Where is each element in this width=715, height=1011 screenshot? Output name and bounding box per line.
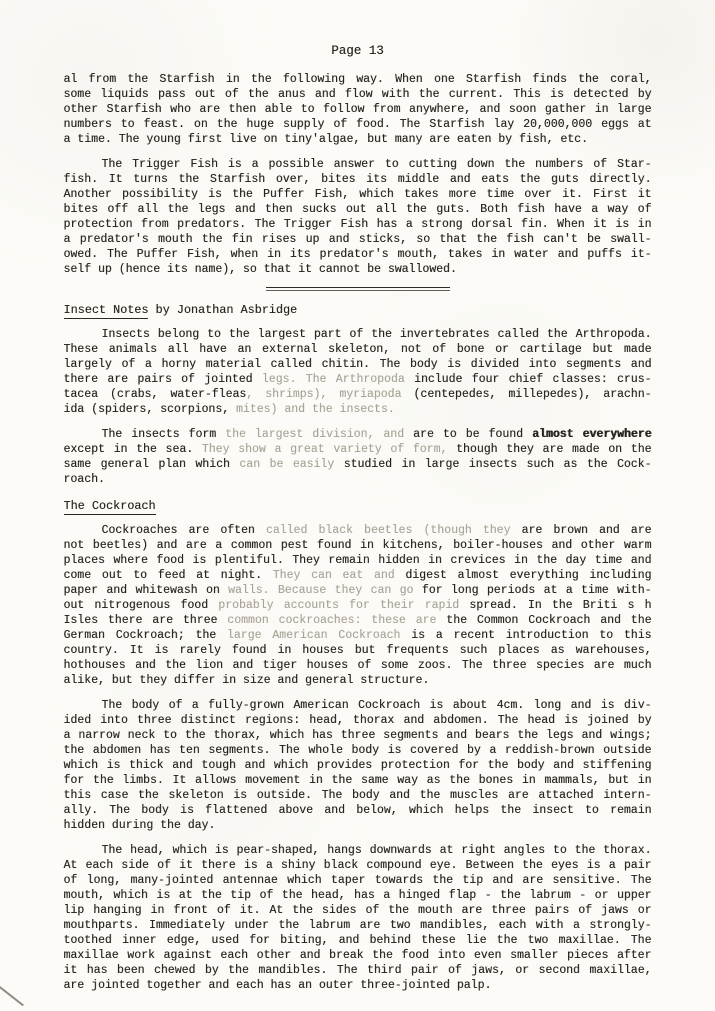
text-segment: The Trigger Fish is a possible answer to cutting down the numbers of Star-	[101, 158, 652, 171]
text-segment: tacea (crabs, water-fleas	[63, 388, 247, 401]
text-line	[64, 758, 652, 773]
text-line	[64, 568, 652, 583]
text-segment: come out to feed at night.	[63, 569, 273, 582]
text-segment: numbers to feast. on the huge supply of food. The Starfish lay 20,000,000 eggs at	[63, 118, 652, 131]
text-segment: it has been chewed by the mandibles. The third pair of jaws, or second maxillae,	[63, 964, 652, 977]
text-segment: al from the Starfish in the following way. When one Starfish finds the coral,	[63, 73, 652, 86]
text-segment: The body of a fully-grown American Cockroach is about 4cm. long and is div-	[101, 699, 652, 712]
text-segment: maxillae work against each other and break the food into even smaller pieces after	[63, 949, 652, 962]
text-segment: a predator's mouth the fin rises up and sticks, so that the fish can't be swall-	[63, 233, 652, 246]
text-segment: self up (hence its name), so that it cannot be swallowed.	[63, 263, 457, 276]
text-line	[64, 172, 652, 187]
text-line	[64, 643, 652, 658]
text-segment: toothed inner edge, used for biting, and behind these lie the two maxillae. The	[63, 934, 652, 947]
text-segment: for the limbs. It allows movement in the same way as the bones in mammals, but in	[63, 774, 652, 787]
text-line	[64, 202, 652, 217]
text-segment: ida (spiders, scorpions,	[63, 403, 237, 416]
text-segment: alike, but they differ in size and general structure.	[63, 674, 430, 687]
text-line	[64, 933, 652, 948]
text-line	[64, 402, 652, 417]
paragraph	[64, 843, 652, 993]
text-segment: other Starfish who are then able to follow from anywhere, and soon gather in large	[63, 103, 652, 116]
text-line	[64, 743, 652, 758]
page-number: Page 13	[331, 44, 384, 58]
text-segment: are jointed together and each has an outer three-jointed palp.	[63, 979, 492, 992]
text-segment: can be easily	[239, 458, 344, 471]
text-line	[64, 387, 652, 402]
text-segment: common cockroaches: these are	[227, 614, 447, 627]
text-segment: mouthparts. Immediately under the labrum are two mandibles, each with a strongly-	[63, 919, 652, 932]
text-segment: studied in large insects such as the Cock-	[343, 458, 652, 471]
text-segment: some liquids pass out of the anus and flow with the current. This is detected by	[63, 88, 652, 101]
text-segment: though they are made on the	[456, 443, 652, 456]
text-segment: except in the sea.	[63, 443, 202, 456]
text-line	[64, 357, 652, 372]
text-line	[64, 523, 652, 538]
text-segment: not beetles) and are a common pest found in kitchens, boiler-houses and other warm	[63, 539, 652, 552]
text-segment: fish. It turns the Starfish over, bites its middle and eats the guts directly.	[63, 173, 652, 186]
text-line	[64, 217, 652, 232]
text-line	[64, 598, 652, 613]
text-line	[64, 948, 652, 963]
text-line	[64, 583, 652, 598]
text-segment: (centepedes, millepedes), arachn-	[413, 388, 652, 401]
text-segment: probably accounts for their rapid	[218, 599, 470, 612]
text-segment: a time. The young first live on tiny'algae, but many are eaten by fish, etc.	[63, 133, 588, 146]
text-line	[64, 628, 652, 643]
text-line	[64, 698, 652, 713]
text-segment: The head, which is pear-shaped, hangs downwards at right angles to the thorax.	[101, 844, 652, 857]
text-segment: which is thick and tough and which provides protection for the body and stiffening	[63, 759, 652, 772]
text-segment: At each side of it there is a shiny black compound eye. Between the eyes is a pair	[63, 859, 652, 872]
text-segment: same general plan which	[63, 458, 240, 471]
paragraph	[64, 698, 652, 833]
text-segment: called black beetles (though they	[265, 524, 522, 537]
text-segment: almost everywhere	[532, 428, 652, 441]
text-segment: include four chief classes: crus-	[414, 373, 652, 386]
text-segment: the abdomen has ten segments. The whole body is covered by a reddish-brown outside	[63, 744, 652, 757]
text-line	[64, 457, 652, 472]
text-line	[64, 232, 652, 247]
text-line	[64, 538, 652, 553]
text-line	[64, 613, 652, 628]
text-segment: ally. The body is flattened above and below, which helps the insect to remain	[63, 804, 652, 817]
paragraph	[64, 523, 652, 688]
text-segment: roach.	[63, 473, 105, 486]
text-segment: Isles there are three	[63, 614, 228, 627]
text-segment: paper and whitewash on	[63, 584, 229, 597]
text-line	[64, 818, 652, 833]
text-line	[64, 713, 652, 728]
text-segment: large American Cockroach	[227, 629, 412, 642]
text-segment: Insects belong to the largest part of the invertebrates called the Arthropoda.	[101, 328, 652, 341]
heading-underlined-text: The Cockroach	[63, 499, 156, 513]
text-segment: a narrow neck to the thorax, which has three segments and bears the legs and wings;	[63, 729, 652, 742]
text-line	[64, 803, 652, 818]
scan-corner-artifact	[0, 984, 24, 1006]
text-segment: These animals all have an external skeleton, not of bone or cartilage but made	[63, 343, 652, 356]
text-segment: there are pairs of jointed	[63, 373, 262, 386]
text-segment: mouth, which is at the tip of the head, has a hinged flap - the labrum - or upper	[63, 889, 652, 902]
text-line	[64, 903, 652, 918]
text-segment: bites off all the legs and then sucks out all the guts. Both fish have a way of	[63, 203, 652, 216]
text-line	[64, 658, 652, 673]
text-segment: this case the skeleton is outside. The body and the muscles are attached intern-	[63, 789, 652, 802]
text-line	[64, 262, 652, 277]
section-heading	[64, 303, 652, 318]
text-line	[64, 978, 652, 993]
text-segment: are brown and are	[521, 524, 652, 537]
text-segment: spread. In the Briti s h	[469, 599, 652, 612]
paragraph	[64, 157, 652, 277]
text-line	[64, 102, 652, 117]
text-segment: country. It is rarely found in houses but frequents such places as warehouses,	[63, 644, 652, 657]
text-line	[64, 918, 652, 933]
text-segment: are to be found	[413, 428, 533, 441]
heading-underlined-text: Insect Notes	[63, 303, 149, 317]
text-segment: lip hanging in front of it. At the sides of the mouth are three pairs of jaws or	[63, 904, 652, 917]
text-line	[64, 472, 652, 487]
text-segment: Cockroaches are often	[101, 524, 266, 537]
text-line	[64, 327, 652, 342]
text-segment: mites) and the insects.	[236, 403, 395, 416]
text-segment: owed. The Puffer Fish, when in its predator's mouth, takes in water and puffs it-	[63, 248, 652, 261]
text-segment: the largest division, and	[225, 428, 414, 441]
text-segment: walls. Because they can go	[228, 584, 422, 597]
text-segment: They show a great variety of form,	[201, 443, 457, 456]
text-line	[64, 87, 652, 102]
section-heading	[64, 499, 652, 514]
text-segment: for long periods at a time with-	[421, 584, 652, 597]
document-content	[64, 72, 652, 993]
paragraph	[64, 327, 652, 417]
text-segment: hothouses and the lion and tiger houses of some zoos. The three species are much	[63, 659, 652, 672]
text-line	[64, 773, 652, 788]
text-line	[64, 888, 652, 903]
text-line	[64, 247, 652, 262]
text-line	[64, 72, 652, 87]
text-line	[64, 788, 652, 803]
text-line	[64, 117, 652, 132]
text-line	[64, 187, 652, 202]
text-line	[64, 342, 652, 357]
text-segment: protection from predators. The Trigger Fish has a strong dorsal fin. When it is in	[63, 218, 652, 231]
text-segment: the Common Cockroach and the	[446, 614, 652, 627]
text-line	[64, 843, 652, 858]
text-line	[64, 442, 652, 457]
paragraph	[64, 427, 652, 487]
text-segment: They can eat and	[272, 569, 406, 582]
text-segment: digest almost everything including	[405, 569, 652, 582]
text-segment: , shrimps), myriapoda	[246, 388, 414, 401]
text-segment: hidden during the day.	[63, 819, 216, 832]
text-segment: legs. The Arthropoda	[261, 373, 415, 386]
text-segment: largely of a horny material called chitin. The body is divided into segments and	[63, 358, 652, 371]
text-segment: The insects form	[101, 428, 226, 441]
text-line	[64, 873, 652, 888]
text-line	[64, 427, 652, 442]
text-line	[64, 673, 652, 688]
text-segment: Another possibility is the Puffer Fish, which takes more time over it. First it	[63, 188, 652, 201]
heading-byline-text: by Jonathan Asbridge	[148, 303, 298, 317]
text-line	[64, 372, 652, 387]
text-segment: out nitrogenous food	[63, 599, 219, 612]
text-line	[64, 728, 652, 743]
text-line	[64, 157, 652, 172]
text-line	[64, 858, 652, 873]
text-segment: of long, many-jointed antennae which taper towards the tip and are sensitive. The	[63, 874, 652, 887]
paragraph	[64, 72, 652, 147]
text-line	[64, 963, 652, 978]
text-segment: places where food is plentiful. They remain hidden in crevices in the day time and	[63, 554, 652, 567]
text-segment: German Cockroach; the	[63, 629, 227, 642]
text-line	[64, 132, 652, 147]
text-segment: ided into three distinct regions: head, thorax and abdomen. The head is joined by	[63, 714, 652, 727]
text-line	[64, 553, 652, 568]
section-divider	[266, 287, 450, 291]
text-segment: is a recent introduction to this	[411, 629, 652, 642]
